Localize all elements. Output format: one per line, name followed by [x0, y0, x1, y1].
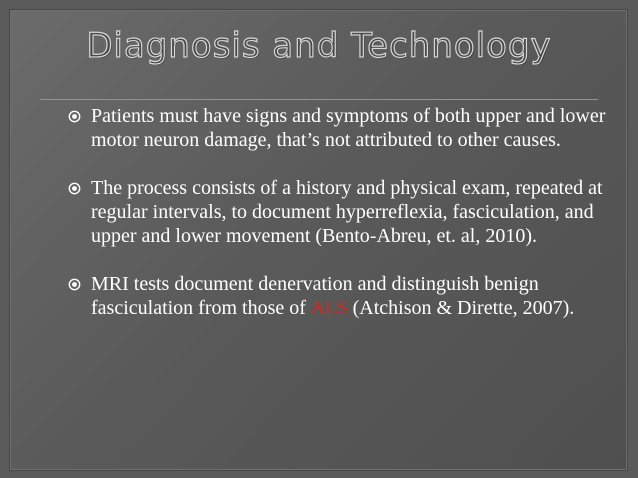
- bullet-item: [68, 176, 608, 248]
- circled-dot-icon: [68, 110, 81, 123]
- slide-title: Diagnosis and Technology: [86, 26, 552, 66]
- circled-dot-icon: [68, 278, 81, 291]
- als-highlight: ALS: [309, 297, 348, 319]
- bullet-list: [68, 104, 608, 344]
- bullet-item: [68, 104, 608, 152]
- bullet-text: The process consists of a history and physical exam, repeated at regular intervals, to document hyperreflexia, fasciculation, and upper and lower movement (Bento-Abreu, et. al, 2010).: [91, 177, 603, 247]
- bullet-item: [68, 272, 608, 320]
- bullet-text: Patients must have signs and symptoms of both upper and lower motor neuron damage, that’s not attributed to other causes.: [91, 105, 606, 151]
- bullet-text-after: (Atchison & Dirette, 2007).: [347, 297, 575, 319]
- circled-dot-icon: [68, 182, 81, 195]
- bullet-text-before: MRI tests document denervation and distinguish benign fasciculation from those of: [91, 273, 539, 319]
- title-divider: [40, 99, 598, 100]
